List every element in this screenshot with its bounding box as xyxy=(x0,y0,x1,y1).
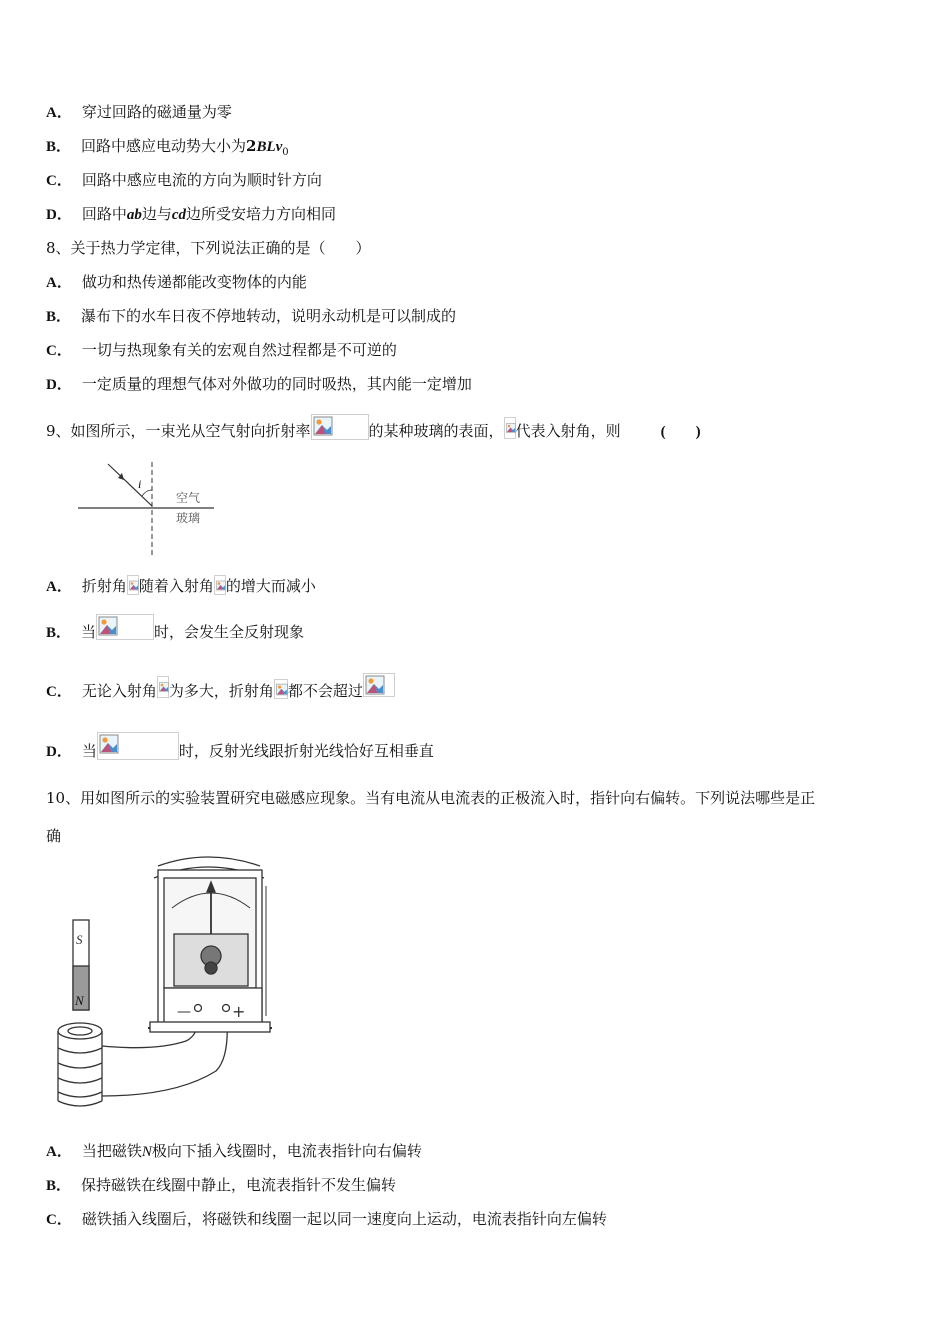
q8-option-c: C． 一切与热现象有关的宏观自然过程都是不可逆的 xyxy=(46,341,397,359)
broken-image-icon xyxy=(506,419,516,437)
q8-stem: 8、关于热力学定律，下列说法正确的是（ ） xyxy=(46,239,371,257)
broken-image-icon xyxy=(365,675,385,695)
broken-image-icon xyxy=(276,681,288,698)
max-angle-formula-image xyxy=(363,673,395,697)
incident-angle-symbol-image xyxy=(214,575,226,595)
broken-image-icon xyxy=(159,678,169,696)
magnet-s-label: S xyxy=(76,932,83,947)
q10-option-a: A． 当把磁铁N极向下插入线圈时，电流表指针向右偏转 xyxy=(46,1142,422,1160)
broken-image-icon xyxy=(129,577,139,594)
q9-stem: 9、如图所示，一束光从空气射向折射率 的某种玻璃的表面， 代表入射角，则 ( ) xyxy=(46,421,701,442)
magnet-n-label: N xyxy=(75,993,84,1008)
formula-num: 2 xyxy=(246,137,257,155)
minus-terminal-label: — xyxy=(177,1004,191,1020)
refractive-index-formula-image xyxy=(311,414,369,440)
angle-label: i xyxy=(138,477,142,491)
q7-option-c: C． 回路中感应电流的方向为顺时针方向 xyxy=(46,171,322,189)
plus-terminal-label: + xyxy=(232,1002,246,1021)
condition-formula-image xyxy=(97,732,179,760)
terminal-minus xyxy=(195,1005,202,1012)
refraction-angle-symbol-image xyxy=(127,575,139,595)
q7-option-d: D． 回路中ab边与cd边所受安培力方向相同 xyxy=(46,205,337,223)
glass-label: 玻璃 xyxy=(176,511,201,525)
q8-option-a: A． 做功和热传递都能改变物体的内能 xyxy=(46,273,307,291)
refraction-angle-symbol-image xyxy=(274,679,288,699)
electromagnetic-induction-apparatus xyxy=(46,856,296,1114)
q9-option-c: C． 无论入射角 为多大，折射角 都不会超过 xyxy=(46,681,395,702)
terminal-plus xyxy=(223,1005,230,1012)
coil xyxy=(58,1023,102,1106)
air-label: 空气 xyxy=(176,491,201,505)
formula-var: BLv xyxy=(256,139,283,155)
q10-option-b: B． 保持磁铁在线圈中静止，电流表指针不发生偏转 xyxy=(46,1176,397,1194)
q10-option-c: C． 磁铁插入线圈后，将磁铁和线圈一起以同一速度向上运动，电流表指针向左偏转 xyxy=(46,1210,607,1228)
q8-option-d: D． 一定质量的理想气体对外做功的同时吸热，其内能一定增加 xyxy=(46,375,472,393)
incident-angle-symbol-image xyxy=(504,417,516,439)
q9-option-a: A． 折射角 随着入射角 的增大而减小 xyxy=(46,577,316,595)
broken-image-icon xyxy=(313,416,333,436)
q9-option-d: D． 当 时，反射光线跟折射光线恰好互相垂直 xyxy=(46,741,434,762)
q7-option-b: B． 回路中感应电动势大小为2BLv$_0$ xyxy=(46,137,289,158)
q8-option-b: B． 瀑布下的水车日夜不停地转动，说明永动机是可以制成的 xyxy=(46,307,457,325)
broken-image-icon xyxy=(99,734,119,754)
galvanometer xyxy=(148,857,272,1032)
angle-arc xyxy=(142,490,152,496)
q9-option-b: B． 当 时，会发生全反射现象 xyxy=(46,622,304,643)
refraction-diagram xyxy=(76,460,216,560)
q7-option-a: A． 穿过回路的磁通量为零 xyxy=(46,103,232,121)
incident-ray xyxy=(108,464,152,506)
formula-sub: 0 xyxy=(282,147,289,158)
broken-image-icon xyxy=(216,577,226,594)
q10-stem-line-2: 确 xyxy=(46,827,62,845)
condition-formula-image xyxy=(96,614,154,640)
incident-angle-symbol-image xyxy=(157,676,169,698)
broken-image-icon xyxy=(98,616,118,636)
q10-stem-line-1: 10、用如图所示的实验装置研究电磁感应现象。当有电流从电流表的正极流入时，指针向右偏转。下列说法哪些是正 xyxy=(46,789,816,807)
